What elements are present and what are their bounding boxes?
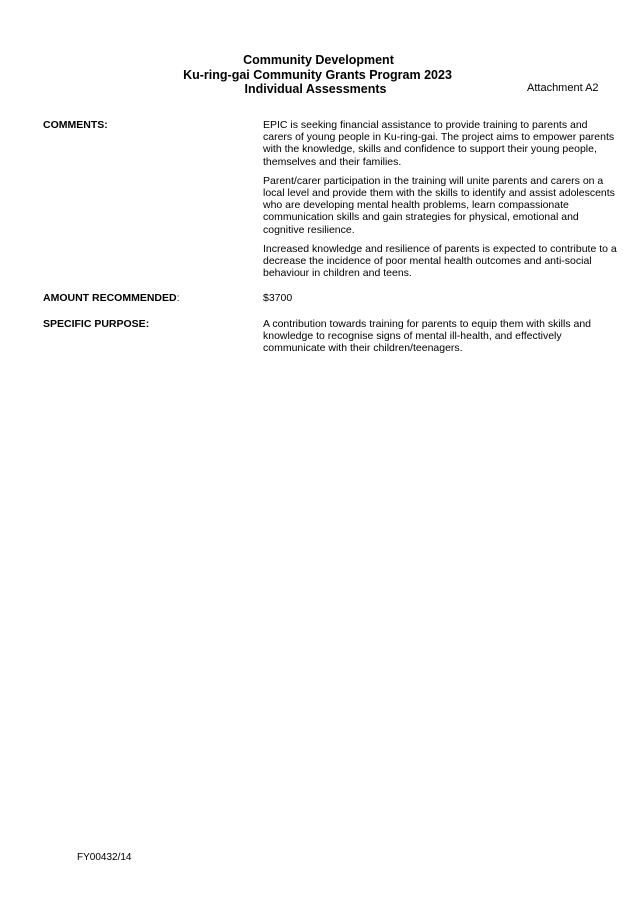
- purpose-label: SPECIFIC PURPOSE:: [43, 318, 150, 330]
- comments-paragraph-1: EPIC is seeking financial assistance to provide training to parents and carers of young people in Ku-ring-gai. The project aims to empower parents with the knowledge, skills and confidence to support their young people, themselves and their families.: [263, 119, 615, 168]
- amount-label-group: [43, 292, 180, 305]
- program-title: Ku-ring-gai Community Grants Program 2023: [183, 67, 452, 82]
- comments-label: COMMENTS:: [43, 119, 108, 131]
- purpose-text: A contribution towards training for parents to equip them with skills and knowledge to recognise signs of mental ill-health, and effectively communicate with their children/teenagers.: [263, 318, 592, 355]
- comments-paragraph-2: Parent/carer participation in the training will unite parents and carers on a local level and provide them with the skills to identify and assist adolescents who are developing mental health problems, learn compassionate communication skills and gain strategies for physical, emotional and cognitive resilience.: [263, 174, 615, 236]
- document-reference-code: FY00432/14: [77, 852, 132, 863]
- attachment-label: Attachment A2: [527, 82, 599, 94]
- comments-text: [263, 119, 619, 286]
- amount-label: AMOUNT RECOMMENDED: [43, 292, 177, 304]
- amount-label-colon: :: [176, 292, 180, 304]
- section-title: Individual Assessments: [244, 82, 387, 96]
- amount-value: $3700: [263, 292, 293, 304]
- department-title: Community Development: [243, 53, 394, 67]
- comments-paragraph-3: Increased knowledge and resilience of parents is expected to contribute to a decrease the incidence of poor mental health outcomes and anti-social behaviour in children and teens.: [263, 242, 617, 280]
